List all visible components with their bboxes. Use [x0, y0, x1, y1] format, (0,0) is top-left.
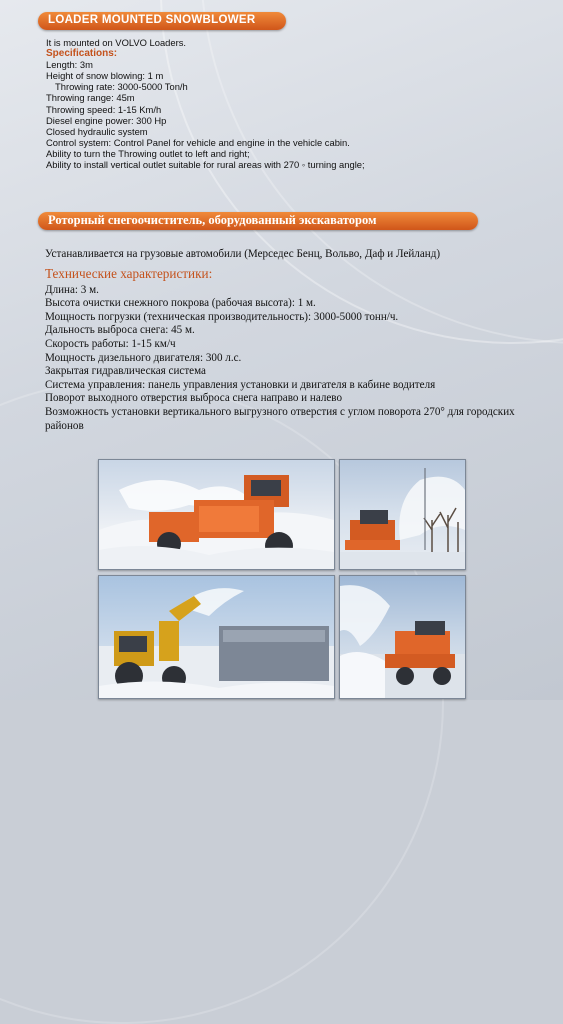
photo-road-clearing — [339, 575, 466, 699]
spec-item: Throwing speed: 1-15 Km/h — [46, 103, 162, 115]
spec-item: Closed hydraulic system — [46, 125, 148, 137]
photo-snowblower-in-snow — [98, 459, 335, 570]
spec-item: Ability to install vertical outlet suitable for rural areas with 270 ◦ turning angle; — [46, 159, 365, 171]
russian-description — [45, 248, 550, 433]
spec-item: Система управления: панель управления установки и двигателя в кабине водителя — [45, 378, 436, 391]
loading-truck-illustration — [99, 576, 334, 698]
spec-item: Скорость работы: 1-15 км/ч — [45, 337, 176, 350]
banner-title: LOADER MOUNTED SNOWBLOWER — [48, 14, 256, 26]
spec-item: Поворот выходного отверстия выброса снега направо и налево — [45, 392, 343, 405]
specifications-heading: Specifications: — [46, 48, 118, 60]
spec-item: Длина: 3 м. — [45, 283, 99, 296]
spec-item: Мощность погрузки (техническая производительность): 3000-5000 тонн/ч. — [45, 310, 399, 323]
specifications-heading: Технические характеристики: — [45, 265, 213, 281]
spec-item: Высота очистки снежного покрова (рабочая высота): 1 м. — [45, 297, 316, 310]
english-description — [46, 37, 546, 170]
intro-text: It is mounted on VOLVO Loaders. — [46, 37, 187, 48]
spec-item: Дальность выброса снега: 45 м. — [45, 324, 195, 337]
banner-title: Роторный снегоочиститель, оборудованный экскаватором — [48, 213, 377, 227]
spec-item: Мощность дизельного двигателя: 300 л.с. — [45, 351, 242, 364]
road-clearing-illustration — [340, 576, 465, 698]
section-banner-russian — [38, 212, 478, 230]
spec-item: Возможность установки вертикального выгрузного отверстия с углом поворота 270° для городских районов — [45, 405, 515, 432]
snow-throwing-illustration — [340, 460, 465, 569]
spec-item: Throwing range: 45m — [46, 92, 135, 104]
spec-item: Length: 3m — [46, 59, 93, 71]
snowblower-illustration — [99, 460, 334, 569]
intro-text: Устанавливается на грузовые автомобили (Мерседес Бенц, Вольво, Даф и Лейланд) — [45, 248, 441, 260]
spec-item: Height of snow blowing: 1 m — [46, 70, 164, 82]
section-banner-english — [38, 12, 286, 30]
photo-snow-throwing — [339, 459, 466, 570]
spec-item: Throwing rate: 3000-5000 Ton/h — [55, 81, 188, 93]
spec-item: Diesel engine power: 300 Hp — [46, 114, 167, 126]
spec-item: Ability to turn the Throwing outlet to left and right; — [46, 147, 250, 159]
photo-loading-truck — [98, 575, 335, 699]
spec-item: Control system: Control Panel for vehicle and engine in the vehicle cabin. — [46, 136, 350, 148]
spec-item: Закрытая гидравлическая система — [45, 365, 206, 378]
